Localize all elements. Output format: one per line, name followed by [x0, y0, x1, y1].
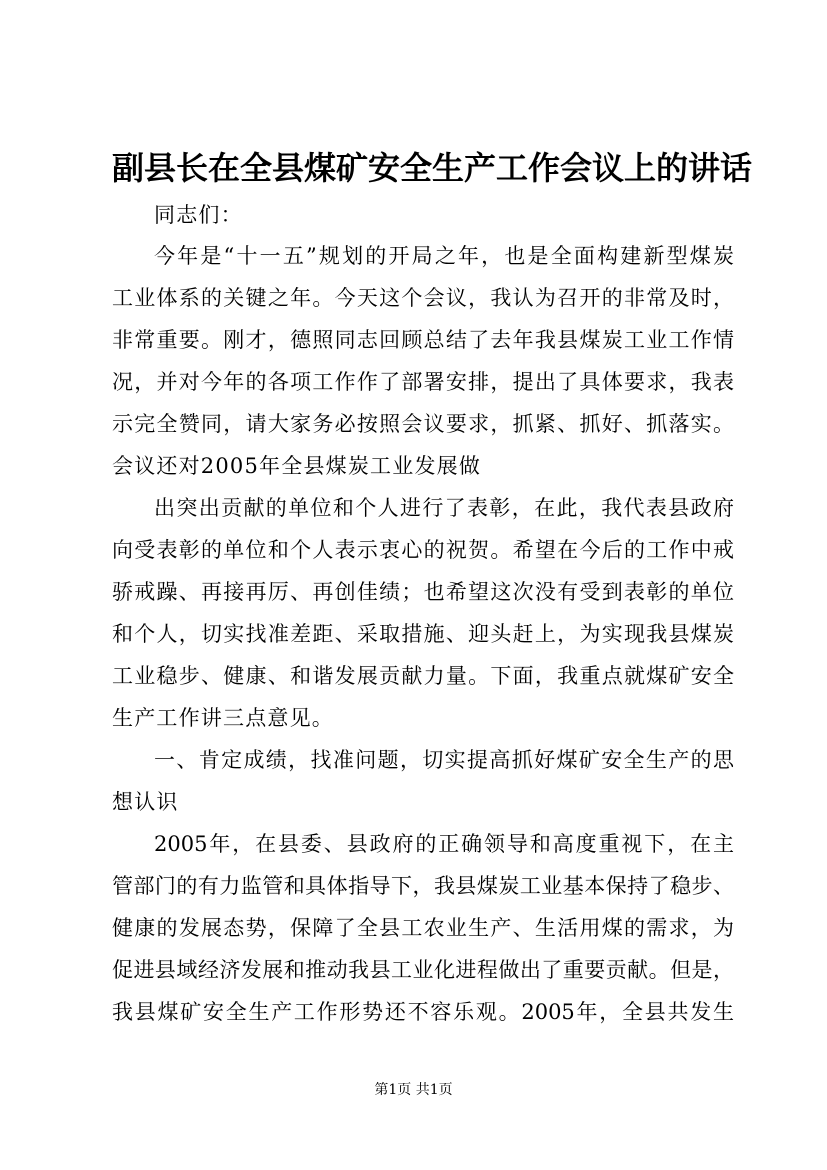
- text-line: 健康的发展态势，保障了全县工农业生产、生活用煤的需求，为: [112, 916, 734, 940]
- text-line: 2005年，在县委、县政府的正确领导和高度重视下，在主: [154, 832, 734, 856]
- section-heading-line: 想认识: [112, 790, 179, 814]
- text-line: 工业体系的关键之年。今天这个会议，我认为召开的非常及时，: [112, 286, 734, 310]
- text-line: 我县煤矿安全生产工作形势还不容乐观。2005年，全县共发生: [112, 1000, 734, 1024]
- section-heading-line: 一、肯定成绩，找准问题，切实提高抓好煤矿安全生产的思: [154, 748, 734, 772]
- text-line: 出突出贡献的单位和个人进行了表彰，在此，我代表县政府: [154, 496, 734, 520]
- text-line: 况，并对今年的各项工作作了部署安排，提出了具体要求，我表: [112, 370, 734, 394]
- text-line: 今年是“十一五”规划的开局之年，也是全面构建新型煤炭: [154, 244, 734, 268]
- text-line: 和个人，切实找准差距、采取措施、迎头赶上，为实现我县煤炭: [112, 622, 734, 646]
- page-number: 第1页 共1页: [374, 1082, 453, 1098]
- document-title: 副县长在全县煤矿安全生产工作会议上的讲话: [112, 149, 753, 187]
- text-line: 生产工作讲三点意见。: [112, 706, 334, 730]
- text-line: 促进县域经济发展和推动我县工业化进程做出了重要贡献。但是，: [112, 958, 734, 982]
- text-line: 示完全赞同，请大家务必按照会议要求，抓紧、抓好、抓落实。: [112, 412, 734, 436]
- text-line: 非常重要。刚才，德照同志回顾总结了去年我县煤炭工业工作情: [112, 328, 734, 352]
- text-line: 管部门的有力监管和具体指导下，我县煤炭工业基本保持了稳步、: [112, 874, 734, 898]
- text-line: 向受表彰的单位和个人表示衷心的祝贺。希望在今后的工作中戒: [112, 538, 734, 562]
- text-line: 工业稳步、健康、和谐发展贡献力量。下面，我重点就煤矿安全: [112, 664, 734, 688]
- salutation-line: 同志们：: [154, 203, 243, 227]
- text-line: 会议还对2005年全县煤炭工业发展做: [112, 454, 482, 478]
- text-line: 骄戒躁、再接再厉、再创佳绩；也希望这次没有受到表彰的单位: [112, 580, 734, 604]
